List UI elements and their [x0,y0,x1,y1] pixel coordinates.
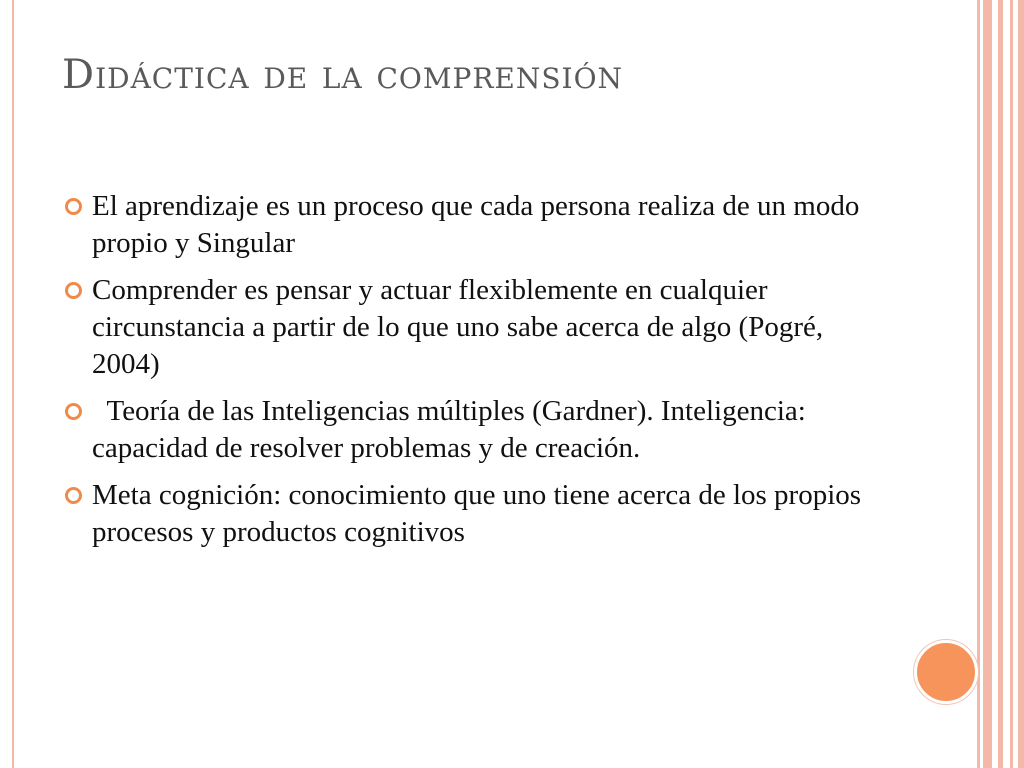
bullet-text: Comprender es pensar y actuar flexiblemente en cualquier circunstancia a partir de lo que uno sabe acerca de algo (Pogré, 2004) [92,274,824,380]
bullet-item [62,393,882,467]
ring-bullet-icon [65,487,82,504]
bullet-text: Meta cognición: conocimiento que uno tiene acerca de los propios procesos y productos cognitivos [92,479,862,548]
ring-bullet-icon [65,403,82,420]
decorative-orange-circle [914,640,978,704]
bullet-item [62,477,882,551]
right-decorative-stripe [983,0,992,768]
bullet-list [62,188,882,561]
right-decorative-stripe [998,0,1003,768]
left-decorative-rule [12,0,14,768]
ring-bullet-icon [65,198,82,215]
right-decorative-stripe [977,0,980,768]
bullet-text: El aprendizaje es un proceso que cada persona realiza de un modo propio y Singular [92,190,860,259]
slide-title: Didáctica de la comprensión [62,52,624,98]
bullet-item [62,272,882,383]
bullet-text: Teoría de las Inteligencias múltiples (Gardner). Inteligencia: capacidad de resolver problemas y de creación. [92,395,814,464]
bullet-item [62,188,882,262]
ring-bullet-icon [65,282,82,299]
right-decorative-stripe [1018,0,1024,768]
right-decorative-stripe [1010,0,1013,768]
